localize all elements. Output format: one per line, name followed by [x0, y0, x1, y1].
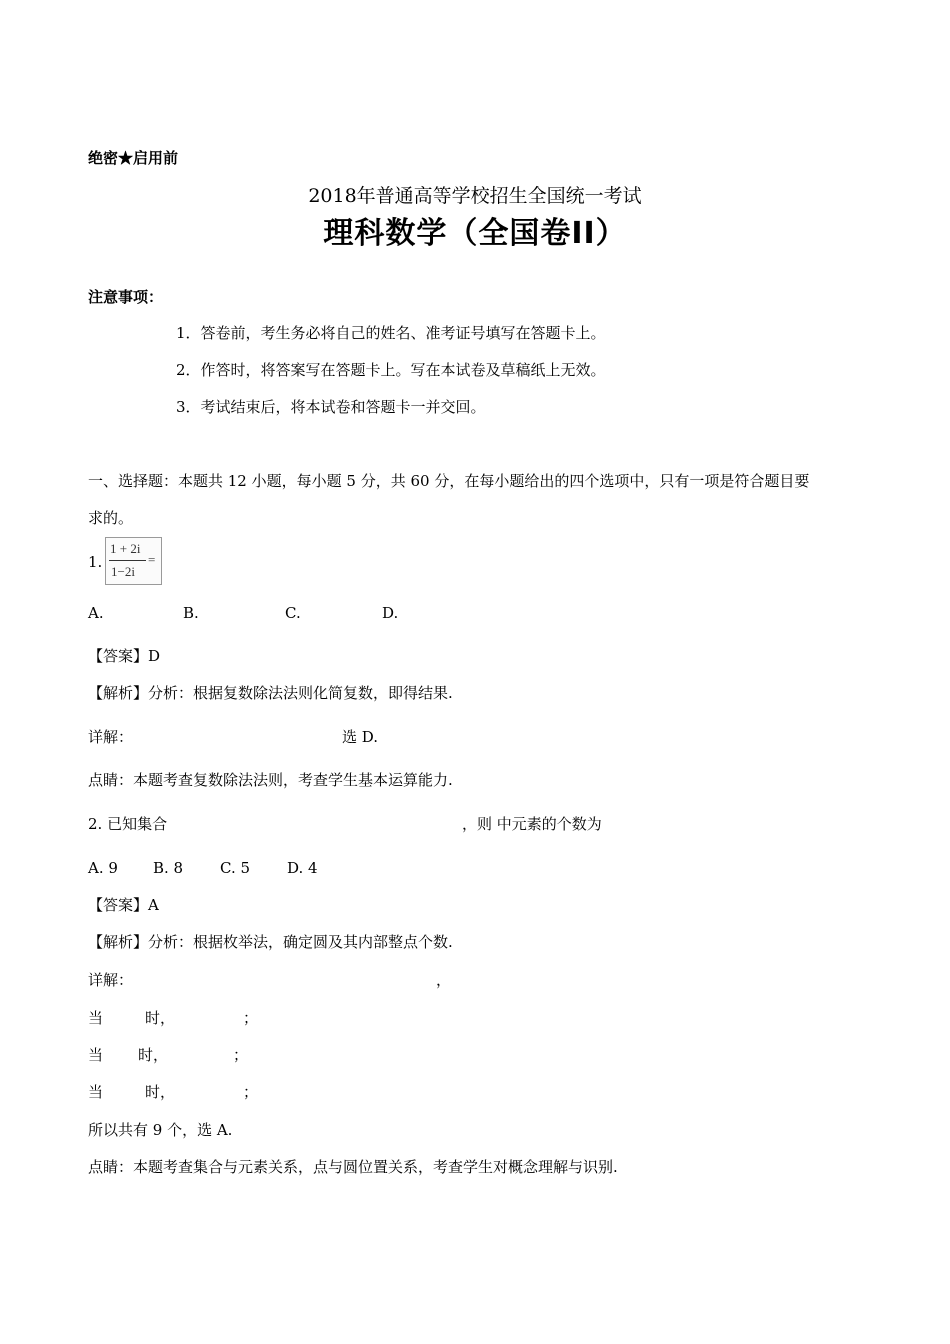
q1-fraction-image [105, 537, 162, 585]
q1-detail-label: 详解： [88, 728, 134, 746]
q1-numerator: 1 + 2i [110, 541, 141, 556]
section-intro-cont: 求的。 [88, 509, 134, 527]
q2-case-time: 时， [145, 1009, 176, 1027]
confidential-mark: 绝密★启用前 [88, 149, 179, 167]
q1-comment: 点睛：本题考查复数除法法则，考查学生基本运算能力. [88, 771, 453, 789]
q1-equals: = [148, 552, 156, 567]
q2-conclusion: 所以共有 9 个，选 A. [88, 1121, 233, 1139]
subject-title: 理科数学（全国卷II） [323, 216, 627, 251]
section-intro: 一、选择题：本题共 12 小题，每小题 5 分，共 60 分，在每小题给出的四个选项中，只有一项是符合题目要 [88, 472, 810, 490]
q2-detail-comma: ， [436, 971, 452, 989]
q2-case-when: 当 [88, 1046, 104, 1064]
notice-item: 1．答卷前，考生务必将自己的姓名、准考证号填写在答题卡上。 [176, 324, 606, 342]
q1-option-a: A. [88, 604, 104, 622]
q1-detail-conclusion: 选 D. [342, 728, 379, 746]
q2-answer: 【答案】A [88, 896, 159, 914]
q2-detail-label: 详解： [88, 971, 134, 989]
q2-analysis: 【解析】分析：根据枚举法，确定圆及其内部整点个数. [88, 933, 453, 951]
q2-case-when: 当 [88, 1083, 104, 1101]
q2-case-when: 当 [88, 1009, 104, 1027]
notice-item: 3．考试结束后，将本试卷和答题卡一并交回。 [176, 398, 486, 416]
q2-comment: 点睛：本题考查集合与元素关系，点与圆位置关系，考查学生对概念理解与识别. [88, 1158, 618, 1176]
q2-case-end: ； [233, 1046, 249, 1064]
exam-title: 2018年普通高等学校招生全国统一考试 [308, 185, 642, 207]
q2-case-end: ； [243, 1083, 259, 1101]
q2-option-d: D. 4 [287, 859, 318, 877]
q2-case-time: 时， [145, 1083, 176, 1101]
q1-answer: 【答案】D [88, 647, 161, 665]
q2-option-b: B. 8 [153, 859, 184, 877]
q2-option-a: A. 9 [88, 859, 118, 877]
q1-number: 1. [88, 553, 103, 571]
q2-option-c: C. 5 [220, 859, 251, 877]
q2-stem-end: ，则 中元素的个数为 [462, 815, 602, 833]
notice-heading: 注意事项： [88, 288, 164, 306]
q2-case-end: ； [243, 1009, 259, 1027]
notice-item: 2．作答时，将答案写在答题卡上。写在本试卷及草稿纸上无效。 [176, 361, 606, 379]
q2-case-time: 时， [138, 1046, 169, 1064]
q1-option-b: B. [183, 604, 199, 622]
q1-option-d: D. [382, 604, 399, 622]
fraction-bar [109, 560, 146, 561]
q1-denominator: 1−2i [111, 564, 135, 579]
q1-option-c: C. [285, 604, 301, 622]
q1-analysis: 【解析】分析：根据复数除法法则化简复数，即得结果. [88, 684, 453, 702]
q2-stem-start: 2. 已知集合 [88, 815, 168, 833]
